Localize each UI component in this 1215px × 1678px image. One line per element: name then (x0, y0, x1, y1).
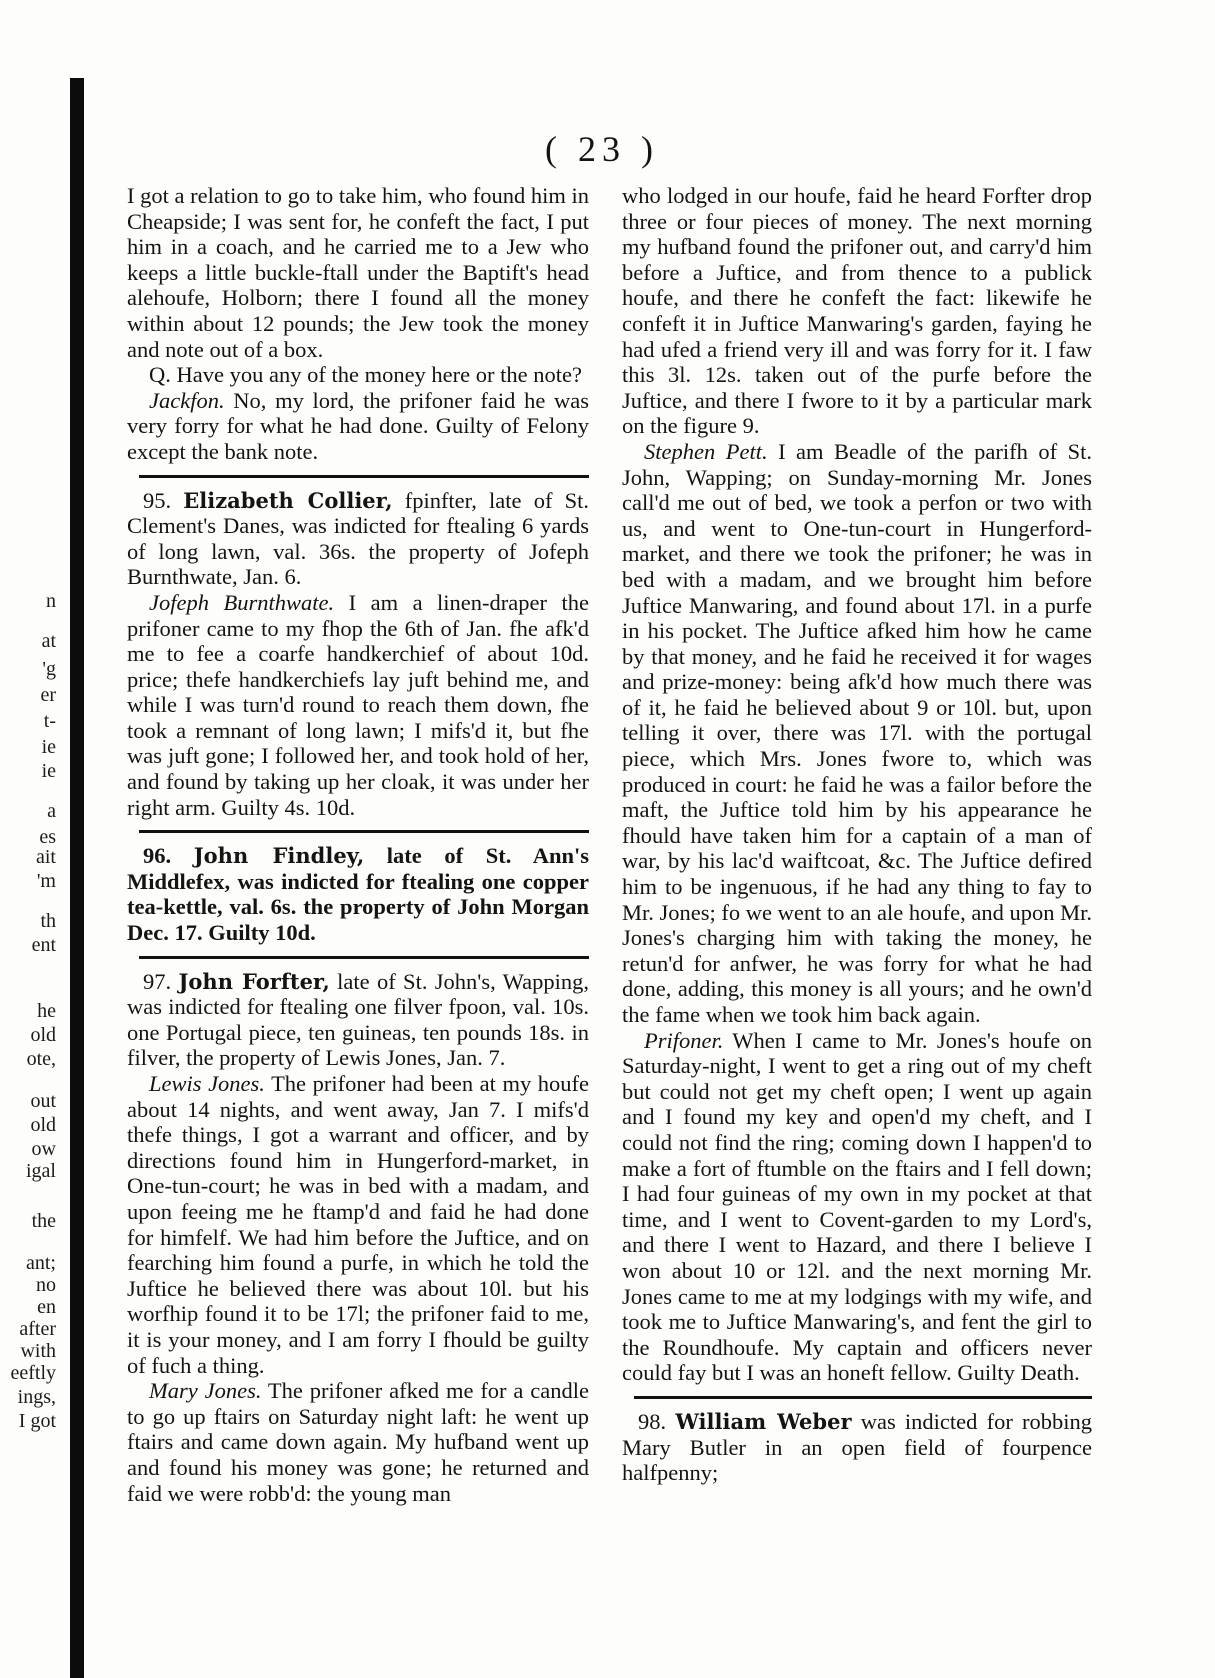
paragraph-continued: I got a relation to go to take him, who found him in Cheapside; I was sent for, he confeft the fact, I put him in a coach, and he carried me to a Jew who keeps a little buckle-ftall under the Baptift's head alehoufe, Holborn; there I found all the money within about 12 pounds; the Jew took the money and note out of a box. (127, 183, 589, 362)
testimony-text: When I came to Mr. Jones's houfe on Saturday-night, I went to get a ring out of my cheft but could not get my cheft open; I went up again and I found my key and open'd my cheft, and I could not find the ring; coming down I happen'd to make a fort of ftumble on the ftairs and I fell down; I had four guineas of my own in my pocket at that time, and I went to Covent-garden to my Lord's, and there I went to Hazard, and there I believe I won about 10 or 12l. and the next morning Mr. Jones came to me at my lodgings with my wife, and took me to Juftice Manwaring's, and fent the girl to the Roundhoufe. My captain and officers never could fay but I was an honeft fellow. Guilty Death. (622, 1027, 1092, 1386)
bleed-fragment: ie (41, 760, 56, 782)
defendant-name: Elizabeth Collier, (183, 487, 393, 513)
witness-name: Mary Jones. (149, 1378, 262, 1404)
entry-divider (634, 1396, 1092, 1399)
defendant-name: John Findley, (193, 843, 365, 869)
defendant-name: William Weber (675, 1408, 852, 1434)
testimony-mary (127, 1378, 589, 1506)
bleed-fragment: old (30, 1114, 56, 1136)
testimony-text: I am Beadle of the parifh of St. John, Wapping; on Sunday-morning Mr. Jones call'd me out of bed, we took a perfon or two with us, and went to One-tun-court in Hungerford-market, and there we took the prifoner; he was in bed with a madam, and we brought him before Juftice Manwaring, and found about 17l. in a purfe in his pocket. The Juftice afked him how he came by that money, and he faid he received it for wages and prize-money: being afk'd how much there was of it, he faid he believed about 9 or 10l. but, upon telling it over, there was 17l. with the portugal piece, which Mrs. Jones fwore to, which was produced in court: he faid he was a failor before the maft, the Juftice told him by his appearance he fhould have taken him for a captain of a man of war, by his lac'd waiftcoat, &c. The Juftice defired him to be ingenuous, if he had any thing to fay to Mr. Jones; fo we went to an ale houfe, and upon Mr. Jones's charging him with taking the money, he retun'd for anfwer, he was forry for what he had done, adding, this money is all yours; and he own'd the fame when we took him back again. (622, 438, 1092, 1027)
right-column (622, 183, 1092, 1486)
entry-98 (622, 1409, 1092, 1486)
bleed-fragment: es (39, 826, 56, 848)
testimony-text: I am a linen-draper the prifoner came to my fhop the 6th of Jan. fhe afk'd me to fee a coarfe handkerchief of about 10d. price; thefe handkerchiefs lay juft behind me, and while I was turn'd round to reach them down, fhe took a remnant of long lawn; I mifs'd it, but fhe was juft gone; I followed her, and took hold of her, and found by taking up her cloak, it was under her right arm. Guilty 4s. 10d. (127, 589, 589, 820)
bleed-fragment: igal (26, 1160, 56, 1182)
entry-text: late of St. Ann's Middlefex, was indicted for ftealing one copper tea-kettle, val. 6s. the property of John Morgan Dec. 17. Guilty 10d. (127, 843, 589, 946)
bleed-fragment: with (20, 1340, 56, 1362)
bleed-fragment: ent (31, 934, 56, 956)
entry-divider (139, 956, 589, 959)
bleed-fragment: th (40, 910, 56, 932)
bleed-fragment: no (36, 1274, 56, 1296)
witness-name: Jackfon. (149, 387, 225, 413)
entry-number: 95. (143, 487, 172, 513)
testimony-text: The prifoner had been at my houfe about 14 nights, and went away, Jan 7. I mifs'd thefe things, I got a warrant and officer, and by directions found him in Hungerford-market, in One-tun-court; he was in bed with a madam, and upon feeing me he ftamp'd and faid he had done for himfelf. We had him before the Juftice, and on fearching him found a purfe, in which he told the Juftice he believed there was about 10l. but his worfhip found it to be 17l; the prifoner faid to me, it is your money, and I am forry I fhould be guilty of fuch a thing. (127, 1071, 589, 1378)
bleed-through-margin (0, 0, 60, 1676)
bleed-fragment: er (40, 684, 56, 706)
entry-96 (127, 843, 589, 945)
bleed-fragment: at (41, 630, 56, 652)
entry-text: fpinfter, late of St. Clement's Danes, was indicted for ftealing 6 yards of long lawn, val. 36s. the property of Jofeph Burnthwate, Jan. 6. (127, 487, 589, 590)
page-number: ( 23 ) (545, 129, 659, 169)
bleed-fragment: 'g (42, 658, 56, 680)
entry-97 (127, 969, 589, 1071)
bleed-fragment: ote, (26, 1048, 56, 1070)
witness-name: Lewis Jones. (149, 1071, 265, 1096)
testimony-joseph (127, 590, 589, 820)
testimony-text: The prifoner afked me for a candle to go up ftairs on Saturday night laft: he went up ftairs and came down again. My hufband went up and found his money was gone; he returned and faid we were robb'd: the young man (127, 1378, 589, 1506)
bleed-fragment: old (30, 1024, 56, 1046)
entry-text: late of St. John's, Wapping, was indicted for ftealing one filver fpoon, val. 10s. one Portugal piece, ten guineas, ten pounds 18s. in filver, the property of Lewis Jones, Jan. 7. (127, 968, 589, 1071)
bleed-fragment: ow (31, 1138, 56, 1160)
bleed-fragment: en (37, 1296, 56, 1318)
bleed-fragment: eeftly (10, 1362, 56, 1384)
entry-divider (139, 830, 589, 833)
entry-number: 98. (638, 1408, 667, 1434)
bleed-fragment: t- (43, 710, 56, 732)
witness-name: Jofeph Burnthwate. (149, 589, 335, 615)
bleed-fragment: n (46, 590, 56, 612)
bleed-fragment: a (47, 800, 56, 822)
defendant-name: John Forfter, (178, 968, 330, 994)
bleed-fragment: ie (41, 736, 56, 758)
page-binding-edge (70, 78, 84, 1678)
testimony-lewis (127, 1071, 589, 1378)
entry-95 (127, 488, 589, 590)
testimony-stephen (622, 439, 1092, 1028)
paragraph-continued: who lodged in our houfe, faid he heard Forfter drop three or four pieces of money. The next morning my hufband found the prifoner out, and carry'd him before a Juftice, and from thence to a publick houfe, and there he confeft the fact: likewife he confeft it in Juftice Manwaring's garden, faying he had ufed a friend very ill and was forry for it. I faw this 3l. 12s. taken out of the purfe before the Juftice, and there I fwore to it by a particular mark on the figure 9. (622, 183, 1092, 439)
witness-name: Stephen Pett. (644, 438, 768, 464)
entry-number: 97. (143, 968, 172, 994)
bleed-fragment: he (37, 1000, 56, 1022)
testimony-text: No, my lord, the prifoner faid he was very forry for what he had done. Guilty of Felony except the bank note. (127, 387, 589, 464)
bleed-fragment: the (31, 1210, 56, 1232)
bleed-fragment: 'm (36, 870, 56, 892)
entry-text: was indicted for robbing Mary Butler in an open field of fourpence halfpenny; (622, 1408, 1093, 1486)
entry-number: 96. (143, 843, 172, 869)
left-column (127, 183, 589, 1506)
testimony-prisoner (622, 1028, 1092, 1386)
bleed-fragment: ait (36, 846, 56, 868)
bleed-fragment: after (19, 1318, 56, 1340)
entry-divider (139, 475, 589, 478)
witness-name: Prifoner. (644, 1027, 724, 1053)
bleed-fragment: ant; (26, 1252, 56, 1274)
bleed-fragment: I got (18, 1410, 56, 1432)
bleed-fragment: ings, (17, 1386, 56, 1408)
question-paragraph: Q. Have you any of the money here or the note? (149, 362, 582, 388)
testimony-jackson (127, 388, 589, 465)
bleed-fragment: out (30, 1090, 56, 1112)
